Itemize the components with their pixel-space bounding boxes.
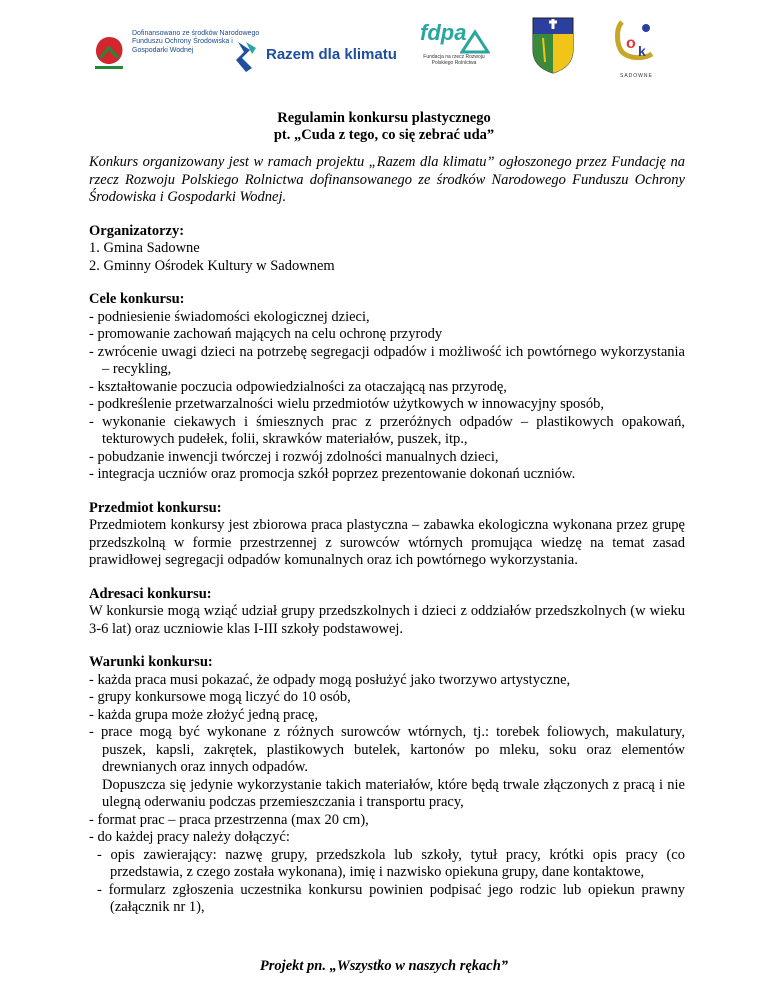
goal-item: - wykonanie ciekawych i śmiesznych prac z przeróżnych odpadów – plastikowych opakowań, tekturowych pudełek, folii, skrawków materiałów, puszek, itp., xyxy=(89,413,685,447)
gok-sadowne-logo xyxy=(612,14,662,84)
goal-item: - integracja uczniów oraz promocja szkół poprzez prezentowanie dokonań uczniów. xyxy=(89,466,576,482)
razem-dla-klimatu-logo xyxy=(232,36,412,80)
condition-item: - grupy konkursowe mogą liczyć do 10 osób, xyxy=(89,689,351,705)
attachment-item: - formularz zgłoszenia uczestnika konkursu powinien podpisać jego rodzic lub opiekun prawny (załącznik nr 1), xyxy=(97,881,685,915)
gok-emblem-icon xyxy=(612,14,662,72)
organizers-heading: Organizatorzy: xyxy=(89,222,185,239)
gok-subtext: SADOWNE xyxy=(620,73,653,79)
subject-text: Przedmiotem konkursy jest zbiorowa praca plastyczna – zabawka ekologiczna wykonana przez grupę przedszkolną w formie przestrzennej z surowców wtórnych promująca wiedzę na temat zasad prawidłowej segregacji odpadów komunalnych oraz ich powtórnego wykorzystania. xyxy=(89,517,685,568)
addressees-text: W konkursie mogą wziąć udział grupy przedszkolnych i dzieci z oddziałów przedszkolnych (w wieku 3-6 lat) oraz uczniowie klas I-III szkoły podstawowej. xyxy=(89,603,685,637)
fdpa-subtext: Fundacja na rzecz Rozwoju Polskiego Rolnictwa xyxy=(423,54,485,66)
goal-item: - kształtowanie poczucia odpowiedzialności za otaczającą nas przyrodę, xyxy=(89,378,507,395)
nfosigw-logo-text: Dofinansowano ze środków Narodowego Funduszu Ochrony Środowiska i Gospodarki Wodnej xyxy=(132,30,260,54)
subject-section xyxy=(89,500,685,570)
logo-bar xyxy=(0,14,768,84)
attachment-item: - opis zawierający: nazwę grupy, przedszkola lub szkoły, tytuł pracy, krótki opis pracy (co przedstawia, z czego została wykonana), imię i nazwisko opiekuna grupy, dane kontaktowe, xyxy=(97,846,685,880)
svg-text:o: o xyxy=(626,35,636,52)
svg-text:k: k xyxy=(638,43,646,59)
document-title: Regulamin konkursu plastycznego xyxy=(277,110,491,126)
condition-item: - do każdej pracy należy dołączyć: xyxy=(89,829,290,845)
organizers-section xyxy=(89,223,685,276)
materials-note: Dopuszcza się jedynie wykorzystanie takich materiałów, które będą trwale złączonych z pracą i nie ulegną oderwaniu podczas przemieszczania i transportu pracy, xyxy=(102,776,685,810)
page-footer: Projekt pn. „Wszystko w naszych rękach” xyxy=(259,958,509,974)
conditions-list xyxy=(89,672,685,777)
goal-item: - pobudzanie inwencji twórczej i rozwój zdolności manualnych dzieci, xyxy=(89,448,499,465)
sadowne-coat-of-arms xyxy=(531,16,575,79)
leaf-globe-icon xyxy=(232,36,262,76)
goals-list xyxy=(89,309,685,484)
organizer-item: 2. Gminny Ośrodek Kultury w Sadownem xyxy=(89,257,335,274)
goals-section xyxy=(89,291,685,484)
contest-name: pt. „Cuda z tego, co się zebrać uda” xyxy=(273,127,495,143)
subject-heading: Przedmiot konkursu: xyxy=(89,499,222,516)
nfosigw-emblem-icon xyxy=(92,34,126,74)
fdpa-brand-text: fdpa xyxy=(420,20,467,45)
organizer-item: 1. Gmina Sadowne xyxy=(89,240,200,256)
condition-item: - każda grupa może złożyć jedną pracę, xyxy=(89,706,319,723)
condition-item: - format prac – praca przestrzenna (max 20 cm), xyxy=(89,811,369,828)
goal-item: - podkreślenie przetwarzalności wielu przedmiotów użytkowych w innowacyjny sposób, xyxy=(89,396,605,412)
razem-dla-klimatu-text: Razem dla klimatu xyxy=(266,46,397,63)
addressees-heading: Adresaci konkursu: xyxy=(89,585,212,602)
goal-item: - zwrócenie uwagi dzieci na potrzebę segregacji odpadów i możliwość ich powtórnego wykorzystania – recykling, xyxy=(89,343,685,377)
fdpa-logo xyxy=(414,20,494,84)
addressees-section xyxy=(89,586,685,639)
conditions-list-continued xyxy=(89,812,685,847)
goal-item: - podniesienie świadomości ekologicznej dzieci, xyxy=(89,308,370,325)
goal-item: - promowanie zachowań mających na celu ochronę przyrody xyxy=(89,326,443,342)
goals-heading: Cele konkursu: xyxy=(89,291,185,307)
attachment-requirements-list xyxy=(89,847,685,917)
coat-of-arms-shield-icon xyxy=(531,16,575,74)
house-outline-icon xyxy=(460,28,490,54)
conditions-section xyxy=(89,654,685,917)
intro-paragraph: Konkurs organizowany jest w ramach projektu „Razem dla klimatu” ogłoszonego przez Fundację na rzecz Rozwoju Polskiego Rolnictwa dofinansowanego ze środków Narodowego Funduszu Ochrony Środowiska i Gospodarki Wodnej. xyxy=(89,154,685,205)
document-body xyxy=(89,154,685,917)
condition-item: - prace mogą być wykonane z różnych surowców wtórnych, tj.: torebek foliowych, makulatury, puszek, kapsli, zakrętek, plastikowych butelek, kartonów po mleku, soku oraz elementów drewnianych oraz innych odpadów. xyxy=(89,724,685,775)
condition-item: - każda praca musi pokazać, że odpady mogą posłużyć jako tworzywo artystyczne, xyxy=(89,671,571,688)
conditions-heading: Warunki konkursu: xyxy=(89,654,213,670)
